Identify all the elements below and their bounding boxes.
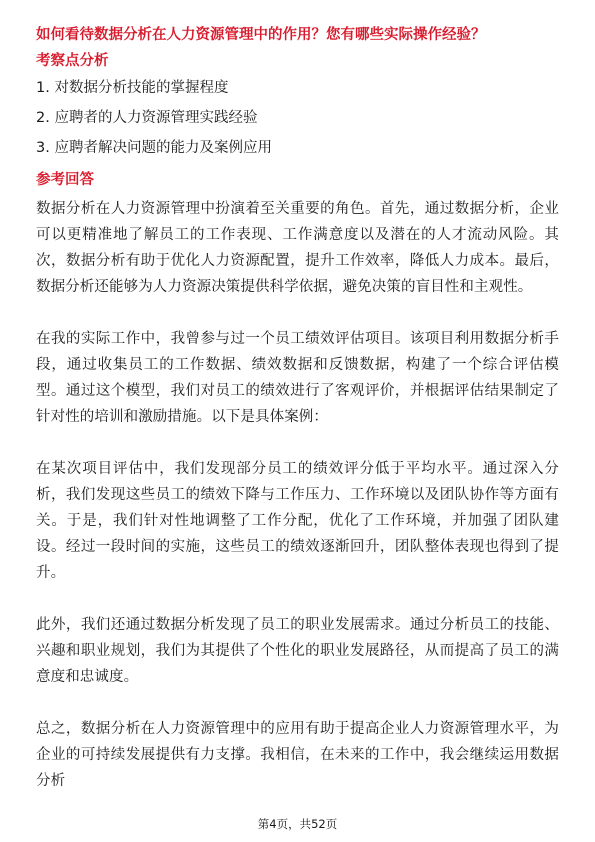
answer-paragraph: 在某次项目评估中，我们发现部分员工的绩效评分低于平均水平。通过深入分析，我们发现这些员工的绩效下降与工作压力、工作环境以及团队协作等方面有关。于是，我们针对性地调整了工作分配，优化了工作环境，并加强了团队建设。经过一段时间的实施，这些员工的绩效逐渐回升，团队整体表现也得到了提升。 [36,461,559,581]
analysis-point: 1. 对数据分析技能的掌握程度 [36,80,229,96]
analysis-point: 3. 应聘者解决问题的能力及案例应用 [36,140,272,156]
analysis-points-list [36,77,559,159]
document-page [36,24,559,820]
analysis-heading: 考察点分析 [36,53,109,69]
page-number-footer: 第4页，共52页 [257,817,338,831]
question-title: 如何看待数据分析在人力资源管理中的作用？您有哪些实际操作经验？ [36,27,486,43]
answer-paragraph: 总之，数据分析在人力资源管理中的应用有助于提高企业人力资源管理水平，为企业的可持续发展提供有力支撑。我相信，在未来的工作中，我会继续运用数据分析 [36,721,559,789]
answer-heading: 参考回答 [36,172,94,188]
answer-body [36,196,559,794]
answer-paragraph: 在我的实际工作中，我曾参与过一个员工绩效评估项目。该项目利用数据分析手段，通过收集员工的工作数据、绩效数据和反馈数据，构建了一个综合评估模型。通过这个模型，我们对员工的绩效进行了客观评价，并根据评估结果制定了针对性的培训和激励措施。以下是具体案例： [36,331,559,425]
analysis-point: 2. 应聘者的人力资源管理实践经验 [36,110,258,126]
answer-paragraph: 此外，我们还通过数据分析发现了员工的职业发展需求。通过分析员工的技能、兴趣和职业规划，我们为其提供了个性化的职业发展路径，从而提高了员工的满意度和忠诚度。 [36,617,559,685]
answer-paragraph: 数据分析在人力资源管理中扮演着至关重要的角色。首先，通过数据分析，企业可以更精准地了解员工的工作表现、工作满意度以及潜在的人才流动风险。其次，数据分析有助于优化人力资源配置，提升工作效率，降低人力成本。最后，数据分析还能够为人力资源决策提供科学依据，避免决策的盲目性和主观性。 [36,201,559,295]
